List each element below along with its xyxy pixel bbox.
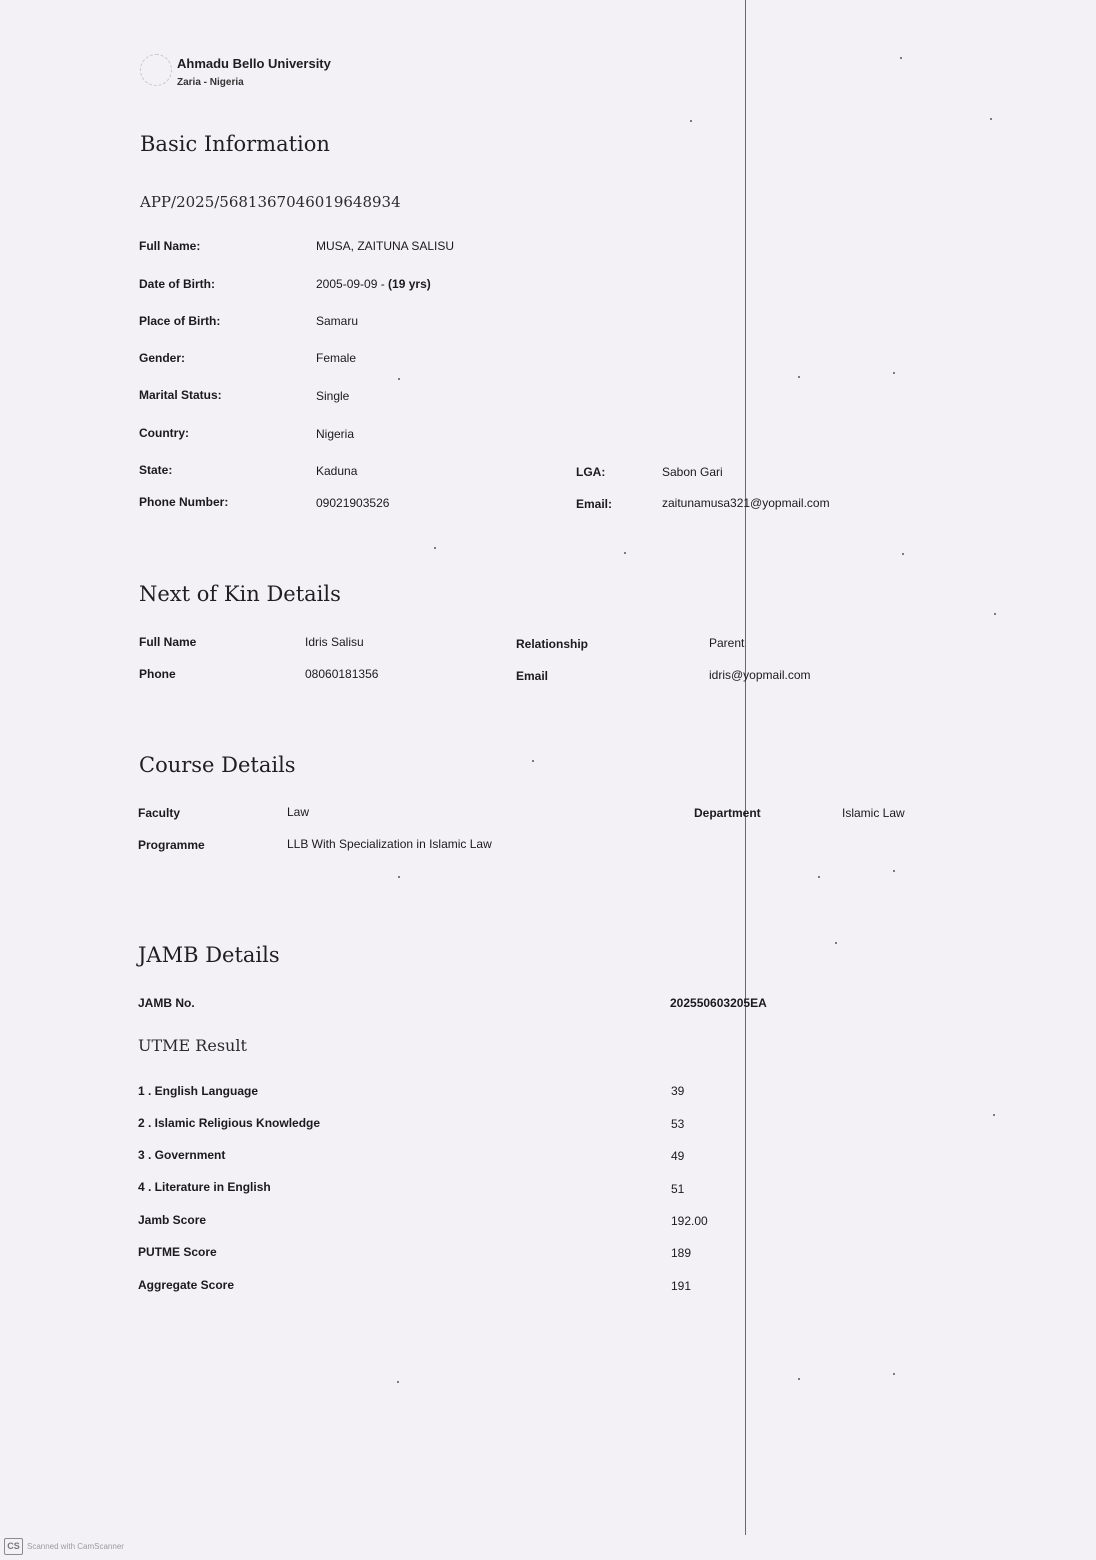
scan-speck — [690, 120, 692, 122]
scanner-watermark-text: Scanned with CamScanner — [27, 1542, 124, 1551]
kin-relationship-label: Relationship — [516, 637, 589, 651]
scan-fold-line — [745, 0, 746, 1535]
utme-result-heading: UTME Result — [138, 1036, 247, 1055]
department-value: Islamic Law — [842, 806, 905, 820]
scan-speck — [434, 547, 436, 549]
subject-label: 2 . Islamic Religious Knowledge — [138, 1116, 321, 1130]
jamb-score-value: 192.00 — [671, 1214, 708, 1228]
state-label: State: — [139, 463, 173, 477]
dob-value — [316, 277, 431, 291]
kin-relationship-value: Parent — [709, 636, 745, 650]
aggregate-score-label: Aggregate Score — [138, 1278, 235, 1292]
programme-label: Programme — [138, 838, 205, 852]
scan-speck — [900, 57, 902, 59]
next-of-kin-heading: Next of Kin Details — [139, 582, 341, 606]
dob-age: (19 yrs) — [388, 277, 431, 291]
university-logo-icon — [140, 54, 172, 86]
subject-score: 51 — [671, 1182, 685, 1196]
dob-date: 2005-09-09 - — [316, 277, 389, 291]
application-number: APP/2025/5681367046019648934 — [140, 193, 401, 211]
lga-label: LGA: — [576, 465, 606, 479]
putme-score-label: PUTME Score — [138, 1245, 217, 1259]
place-of-birth-label: Place of Birth: — [139, 314, 221, 328]
scan-speck — [902, 553, 904, 555]
full-name-value: MUSA, ZAITUNA SALISU — [316, 239, 455, 253]
email-label: Email: — [576, 497, 613, 511]
country-label: Country: — [139, 426, 189, 440]
scanner-watermark — [4, 1538, 124, 1555]
scan-speck — [398, 378, 400, 380]
kin-phone-label: Phone — [139, 667, 176, 681]
scan-speck — [624, 552, 626, 554]
university-name: Ahmadu Bello University — [177, 56, 331, 71]
faculty-value: Law — [287, 805, 310, 819]
phone-label: Phone Number: — [139, 495, 229, 509]
email-value: zaitunamusa321@yopmail.com — [662, 496, 830, 510]
scan-speck — [532, 760, 534, 762]
marital-status-value: Single — [316, 389, 350, 403]
scan-speck — [893, 870, 895, 872]
country-value: Nigeria — [316, 427, 355, 441]
kin-phone-value: 08060181356 — [305, 667, 379, 681]
subject-score: 53 — [671, 1117, 685, 1131]
camscanner-logo-icon: CS — [4, 1538, 23, 1555]
kin-email-label: Email — [516, 669, 549, 683]
basic-info-heading: Basic Information — [140, 132, 330, 156]
gender-label: Gender: — [139, 351, 186, 365]
aggregate-score-value: 191 — [671, 1279, 692, 1293]
scan-speck — [798, 376, 800, 378]
kin-full-name-label: Full Name — [139, 635, 197, 649]
marital-status-label: Marital Status: — [139, 388, 222, 402]
kin-full-name-value: Idris Salisu — [305, 635, 364, 649]
kin-email-value: idris@yopmail.com — [709, 668, 811, 682]
university-location: Zaria - Nigeria — [177, 77, 244, 88]
dob-label: Date of Birth: — [139, 277, 215, 291]
programme-value: LLB With Specialization in Islamic Law — [287, 837, 492, 851]
course-details-heading: Course Details — [139, 753, 296, 777]
putme-score-value: 189 — [671, 1246, 692, 1260]
scan-speck — [798, 1378, 800, 1380]
scan-speck — [994, 613, 996, 615]
subject-score: 39 — [671, 1084, 685, 1098]
state-value: Kaduna — [316, 464, 358, 478]
scan-speck — [818, 876, 820, 878]
scan-speck — [893, 1373, 895, 1375]
faculty-label: Faculty — [138, 806, 181, 820]
place-of-birth-value: Samaru — [316, 314, 359, 328]
subject-label: 1 . English Language — [138, 1084, 259, 1098]
scan-speck — [993, 1114, 995, 1116]
subject-label: 3 . Government — [138, 1148, 226, 1162]
phone-value: 09021903526 — [316, 496, 390, 510]
scan-speck — [990, 118, 992, 120]
scan-speck — [398, 876, 400, 878]
full-name-label: Full Name: — [139, 239, 201, 253]
jamb-details-heading: JAMB Details — [138, 943, 280, 967]
jamb-no-label: JAMB No. — [138, 996, 195, 1010]
scan-speck — [397, 1381, 399, 1383]
gender-value: Female — [316, 351, 357, 365]
lga-value: Sabon Gari — [662, 465, 723, 479]
department-label: Department — [694, 806, 761, 820]
subject-score: 49 — [671, 1149, 685, 1163]
scan-speck — [835, 942, 837, 944]
scan-speck — [893, 372, 895, 374]
jamb-score-label: Jamb Score — [138, 1213, 207, 1227]
subject-label: 4 . Literature in English — [138, 1180, 271, 1194]
jamb-no-value: 202550603205EA — [670, 996, 767, 1010]
